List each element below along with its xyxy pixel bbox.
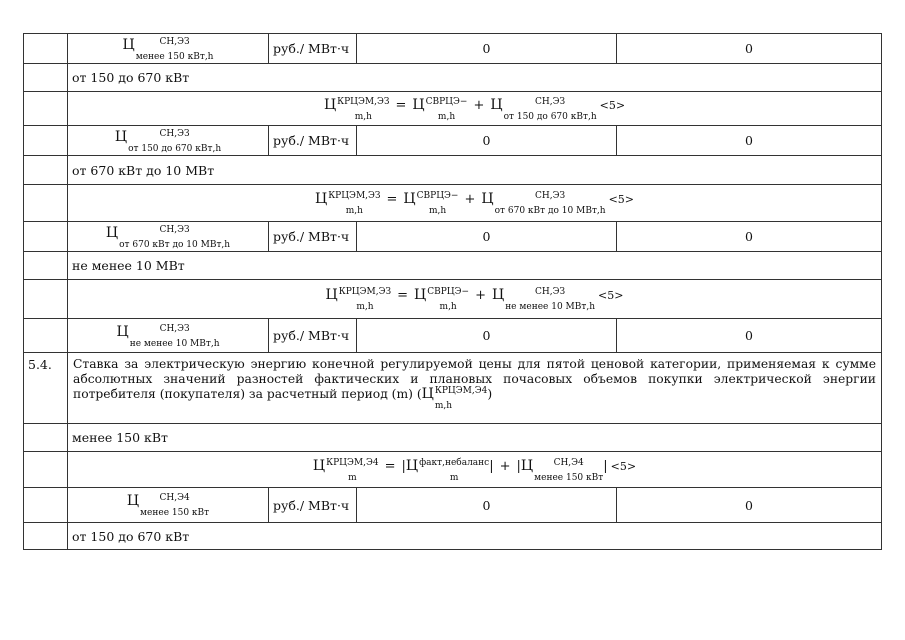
section-description [68,353,882,424]
table-row [23,64,882,92]
footnote-ref: <5> [610,459,637,473]
symbol-cell [68,319,269,353]
table-row [23,33,882,64]
table-row [23,185,882,222]
price-formula: Ц КРЦЭМ,ЭЗ m,h = Ц СВРЦЭ− m,h + Ц СН,ЭЗ не менее 10 МВт,h <5> [325,287,624,312]
price-symbol: Ц СН,ЭЗ от 150 до 670 кВт,h [114,128,222,154]
price-symbol: Ц КРЦЭМ,Э4 m,h [421,386,488,411]
unit-cell: руб./ МВт·ч [269,126,357,156]
value-cell: 0 [617,126,882,156]
unit-cell: руб./ МВт·ч [269,319,357,353]
unit-cell: руб./ МВт·ч [269,33,357,64]
number-cell [23,523,68,550]
footnote-ref: <5> [608,193,635,206]
value-cell: 0 [357,319,617,353]
table-row [23,156,882,185]
formula-cell [68,280,882,319]
price-symbol: Ц СН,Э4 менее 150 кВт [126,493,210,518]
formula-cell [68,452,882,488]
value-cell: 0 [617,488,882,523]
range-label: от 150 до 670 кВт [68,64,882,92]
table-row [23,452,882,488]
number-cell [23,185,68,222]
number-cell [23,156,68,185]
number-cell [23,33,68,64]
number-cell [23,126,68,156]
footnote-ref: <5> [598,289,624,302]
value-cell: 0 [617,319,882,353]
formula-cell [68,185,882,222]
symbol-cell [68,126,269,156]
table-row [23,92,882,126]
number-cell [23,92,68,126]
table-row [23,222,882,252]
price-formula: Ц КРЦЭМ,Э4 m = | Ц факт,небаланс m | + | Ц СН,Э4 менее 150 кВт | <5> [312,457,637,483]
price-symbol: Ц СН,ЭЗ менее 150 кВт,h [122,36,214,62]
value-cell: 0 [357,222,617,252]
table-row [23,319,882,353]
section-text: Ставка за электрическую энергию конечной регулируемой цены для пятой ценовой категории, применяемая к сумме абсолютных значений разностей фактических и плановых почасовых объемов покупки электрической энергии потребителя (покупателя) за расчетный период (m) ( Ц КРЦЭМ,Э4 m,h ) [73,357,876,411]
price-symbol: Ц СН,ЭЗ от 670 кВт до 10 МВт,h [105,224,231,250]
value-cell: 0 [357,488,617,523]
price-symbol: Ц СН,ЭЗ не менее 10 МВт,h [116,323,220,349]
number-cell [23,252,68,280]
range-label: от 670 кВт до 10 МВт [68,156,882,185]
number-cell [23,452,68,488]
value-cell: 0 [617,222,882,252]
table-row [23,488,882,523]
number-cell [23,319,68,353]
number-cell [23,424,68,452]
formula-cell [68,92,882,126]
symbol-cell [68,33,269,64]
range-label: не менее 10 МВт [68,252,882,280]
number-cell [23,280,68,319]
symbol-cell [68,488,269,523]
value-cell: 0 [617,33,882,64]
range-label: менее 150 кВт [68,424,882,452]
price-formula: Ц КРЦЭМ,ЭЗ m,h = Ц СВРЦЭ− m,h + Ц СН,ЭЗ от 670 кВт до 10 МВт,h <5> [314,191,635,216]
table-row [23,424,882,452]
table-row [23,252,882,280]
table-row [23,126,882,156]
symbol-cell [68,222,269,252]
footnote-ref: <5> [599,98,626,112]
table-row [23,523,882,550]
table-row [23,280,882,319]
price-formula: Ц КРЦЭМ,ЭЗ m,h = Ц СВРЦЭ− m,h + Ц СН,ЭЗ от 150 до 670 кВт,h <5> [323,96,626,122]
unit-cell: руб./ МВт·ч [269,222,357,252]
value-cell: 0 [357,126,617,156]
value-cell: 0 [357,33,617,64]
table-row [23,353,882,424]
range-label: от 150 до 670 кВт [68,523,882,550]
number-cell [23,488,68,523]
unit-cell: руб./ МВт·ч [269,488,357,523]
section-number: 5.4. [23,353,68,424]
number-cell [23,222,68,252]
number-cell [23,64,68,92]
